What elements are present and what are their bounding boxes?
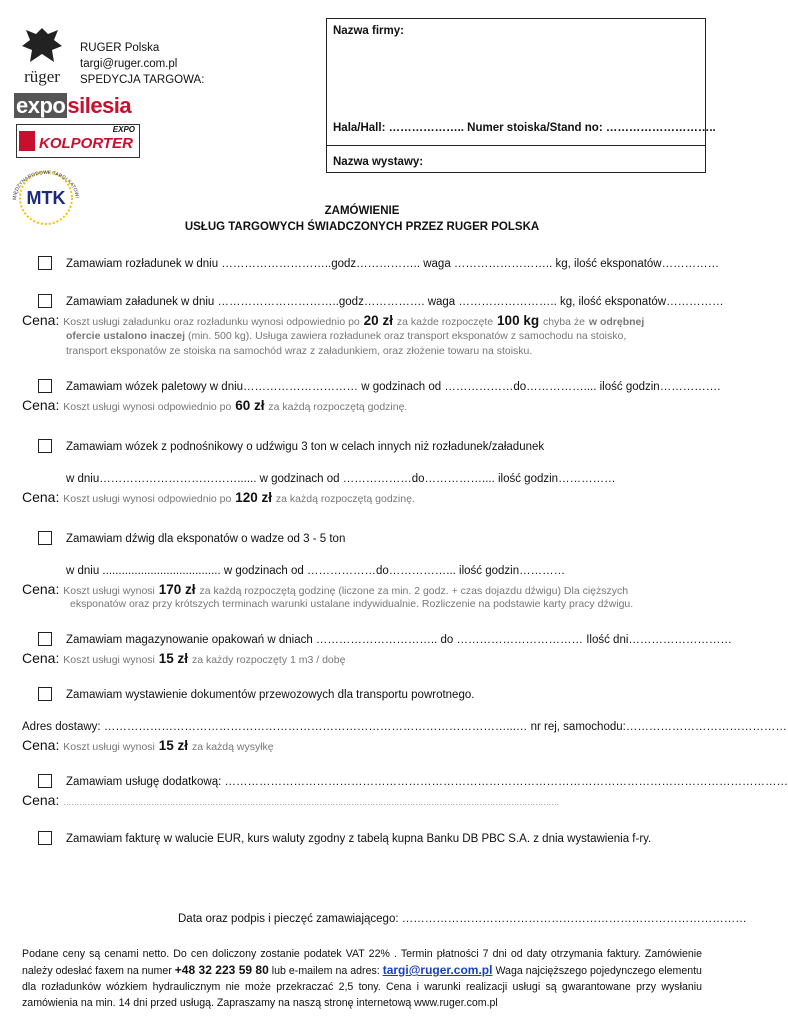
unload-line: Zamawiam rozładunek w dniu ………………………..godz…………….. waga …………………….. kg, ilość eksponatów……………: [66, 258, 720, 270]
price-forklift-a: Koszt usługi wynosi odpowiednio po: [63, 493, 232, 505]
company-name-field[interactable]: Nazwa firmy:: [333, 25, 404, 37]
price-crane-b: za każdą rozpoczętą godzinę (liczone za min. 2 godz. + czas dojazdu dźwigu) Dla cięższych: [199, 585, 629, 597]
price-load-a: Koszt usługi załadunku oraz rozładunku wynosi odpowiednio po: [63, 316, 360, 328]
kolporter-mark-icon: [19, 131, 35, 151]
kolporter-expo-text: EXPO: [112, 125, 135, 134]
forklift-checkbox[interactable]: [38, 439, 52, 453]
price-docs-v: 15 zł: [158, 738, 189, 753]
sender-name: RUGER Polska: [80, 42, 160, 54]
exhibition-name-field[interactable]: Nazwa wystawy:: [333, 156, 424, 168]
price-load-v2: 100 kg: [497, 313, 540, 328]
price-docs-label: Cena:: [22, 737, 60, 753]
address-line[interactable]: Adres dostawy: ……………………………………………………………………………………………...… nr rej, samochodu:……………………………………: [22, 721, 787, 733]
crane-line: Zamawiam dźwig dla eksponatów o wadze od 3 - 5 ton: [66, 533, 346, 545]
exposilesia-silesia-text: silesia: [67, 93, 132, 118]
price-pallet: [22, 397, 407, 413]
price-storage-v: 15 zł: [158, 651, 189, 666]
crane-checkbox[interactable]: [38, 531, 52, 545]
storage-checkbox[interactable]: [38, 632, 52, 646]
price-forklift-v: 120 zł: [235, 490, 273, 505]
price-storage-label: Cena:: [22, 650, 60, 666]
price-docs-b: za każdą wysyłkę: [191, 741, 274, 753]
pallet-line: Zamawiam wózek paletowy w dniu………………………… w godzinach od ………………do…………….... ilość godzin…………….: [66, 381, 721, 393]
unload-checkbox[interactable]: [38, 256, 52, 270]
price-forklift-b: za każdą rozpoczętą godzinę.: [275, 493, 415, 505]
sender-dept: SPEDYCJA TARGOWA:: [80, 74, 205, 86]
price-load-g: transport eksponatów ze stoiska na samochód wraz z załadunkiem, oraz złożenie towaru na stoisku.: [66, 345, 533, 357]
kolporter-text: KOLPORTER: [39, 135, 133, 152]
extra-line[interactable]: Zamawiam usługę dodatkową: …………………………………………………………………………………………………………………………………: [66, 776, 788, 788]
footer-text-a: Podane ceny są cenami netto. Do cen doliczony zostanie podatek VAT 22% . Termin płatności 7 dni od daty otrzymania faktury. Zamówienie należy odesłać faxem na numer: [22, 948, 702, 977]
price-load-label: Cena:: [22, 312, 60, 328]
load-checkbox[interactable]: [38, 294, 52, 308]
kolporter-logo: [16, 124, 140, 158]
price-forklift-label: Cena:: [22, 489, 60, 505]
price-crane-label: Cena:: [22, 581, 60, 597]
docs-line: Zamawiam wystawienie dokumentów przewozowych dla transportu powrotnego.: [66, 689, 475, 701]
price-load-e: ofercie ustalono inaczej: [66, 330, 186, 342]
footer-email-link[interactable]: targi@ruger.com.pl: [382, 963, 493, 977]
price-pallet-v: 60 zł: [235, 398, 265, 413]
title-line1: ZAMÓWIENIE: [324, 205, 400, 217]
mtk-ring-text: MIĘDZYNARODOWE TARGI KATOWI: [11, 169, 80, 201]
title-line2: USŁUG TARGOWYCH ŚWIADCZONYCH PRZEZ RUGER POLSKA: [184, 221, 540, 233]
invoice-line: Zamawiam fakturę w walucie EUR, kurs waluty zgodny z tabelą kupna Banku DB PBC S.A. z dnia wystawienia f-ry.: [66, 833, 652, 845]
form-title: [0, 203, 724, 235]
forklift-line: Zamawiam wózek z podnośnikowy o udźwigu 3 ton w celach innych niż rozładunek/załadunek: [66, 441, 545, 453]
forklift-date-line: w dniu………………………………...... w godzinach od ………………do…………….... ilość godzin……………: [66, 473, 616, 485]
price-crane: [22, 581, 628, 597]
sender-block: [80, 40, 204, 88]
price-load-note: [66, 329, 626, 359]
price-storage: [22, 650, 345, 666]
exposilesia-expo-text: expo: [16, 93, 66, 118]
price-docs: [22, 737, 274, 753]
price-pallet-b: za każdą rozpoczętą godzinę.: [268, 401, 408, 413]
ruger-logo-text: rüger: [24, 67, 60, 86]
exposilesia-logo: [14, 93, 156, 117]
price-load-v1: 20 zł: [363, 313, 393, 328]
footer-text-c: Waga najcięższego pojedynczego elementu dla rozładunków wózkiem hydraulicznym nie może przekraczać 2,5 tony. Cena i warunki realizacji usługi są gwarantowane przy wysłaniu zamówienia na min. 14 dni przed usługą. Zapraszamy na naszą stronę internetową www.ruger.com.pl: [22, 965, 702, 1009]
docs-checkbox[interactable]: [38, 687, 52, 701]
price-load-b: za każde rozpoczęte: [396, 316, 494, 328]
mtk-text: MTK: [26, 188, 66, 208]
extra-checkbox[interactable]: [38, 774, 52, 788]
hall-stand-field[interactable]: Hala/Hall: ……………….. Numer stoiska/Stand no: ………………………..: [333, 122, 716, 134]
info-box: [326, 18, 716, 173]
price-forklift: [22, 489, 415, 505]
load-line: Zamawiam załadunek w dniu …………………………..godz……………. waga …………………….. kg, ilość eksponatów……………: [66, 296, 724, 308]
crane-date-line: w dniu ..................................... w godzinach od ………………do……………... ilość godzin…………: [66, 565, 566, 577]
footer-text-b: lub e-mailem na adres:: [271, 965, 380, 977]
info-box-divider: [327, 145, 705, 146]
footer-terms: [22, 946, 702, 1011]
footer-phone: +48 32 223 59 80: [174, 963, 269, 977]
price-pallet-label: Cena:: [22, 397, 60, 413]
price-load-f: (min. 500 kg). Usługa zawiera rozładunek oraz transport eksponatów z samochodu na stoisko,: [187, 330, 627, 342]
pallet-checkbox[interactable]: [38, 379, 52, 393]
price-extra-dots: ……………………………………………………………………………………………………………………………………………………………………: [63, 798, 560, 807]
storage-line: Zamawiam magazynowanie opakowań w dniach ………………………….. do …………………………… Ilość dni………………………: [66, 634, 732, 646]
ruger-logo: [18, 24, 66, 90]
price-pallet-a: Koszt usługi wynosi odpowiednio po: [63, 401, 232, 413]
price-crane-a: Koszt usługi wynosi: [63, 585, 155, 597]
sender-email: targi@ruger.com.pl: [80, 58, 178, 70]
price-load-c: chyba że: [542, 316, 585, 328]
price-crane-note: eksponatów oraz przy krótszych terminach warunki ustalane indywidualnie. Rozliczenie na podstawie karty pracy dźwigu.: [70, 598, 634, 610]
price-extra-label: Cena:: [22, 792, 60, 808]
price-extra: [22, 792, 698, 808]
price-docs-a: Koszt usługi wynosi: [63, 741, 155, 753]
price-storage-b: za każdy rozpoczęty 1 m3 / dobę: [191, 654, 346, 666]
invoice-checkbox[interactable]: [38, 831, 52, 845]
price-load: [22, 312, 644, 328]
signature-line[interactable]: Data oraz podpis i pieczęć zamawiającego: ………………………………………………………………………………: [178, 913, 747, 925]
price-storage-a: Koszt usługi wynosi: [63, 654, 155, 666]
price-load-d: w odrębnej: [588, 316, 645, 328]
price-crane-v: 170 zł: [158, 582, 196, 597]
